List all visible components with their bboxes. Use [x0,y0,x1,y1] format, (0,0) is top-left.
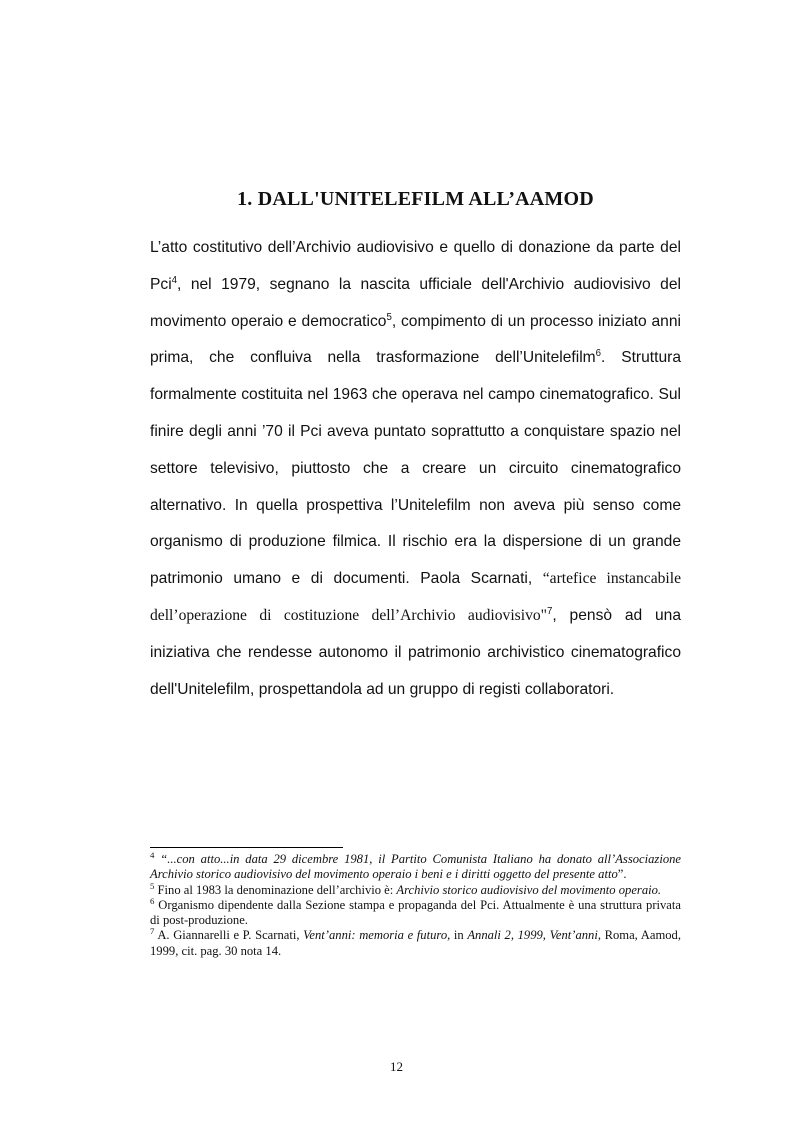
footnote-text: ”. [617,867,627,882]
footnote-number: 4 [150,849,155,860]
quotation: “artefice instancabile dell’operazione di costituzione dell’Archivio audiovisivo" [150,570,681,624]
text-segment: . Struttura formalmente costituita nel 1963 che operava nel campo cinematografico. Sul finire degli anni ’70 il Pci aveva puntato soprattutto a conquistare spazio nel settore televisivo, piuttosto che a creare un circuito cinematografico alternativo. In quella prospettiva l’Unitelefilm non aveva più senso come organismo di produzione filmica. Il rischio era la dispersione di un grande patrimonio umano e di documenti. Paola Scarnati, [150,349,681,588]
footnote-number: 6 [150,895,155,906]
footnote-text: Archivio storico audiovisivo del movimento operaio. [396,882,662,897]
footnote-4 [150,849,681,883]
footnote-7 [150,928,681,959]
footnote-number: 5 [150,880,155,891]
footnote-text: , Roma, Aamod, 1999, cit. pag. 30 nota 14. [150,928,681,958]
footnote-text: in [450,928,468,943]
text-segment: , pensò ad una iniziativa che rendesse autonomo il patrimonio archivistico cinematografico dell'Unitelefilm, prospettandola ad un gruppo di registi collaboratori. [150,606,681,698]
footnotes [150,849,681,959]
footnote-text: Organismo dipendente dalla Sezione stampa e propaganda del Pci. Attualmente è una struttura privata di post-produzione. [150,897,681,928]
footnote-text: Vent’anni: memoria e futuro, [303,928,451,943]
footnote-ref-6: 6 [595,348,602,360]
footnote-text: Annali 2, 1999, Vent’anni [467,928,598,943]
footnote-number: 7 [150,926,155,937]
chapter-heading: 1. DALL'UNITELEFILM ALL’AAMOD [237,188,594,210]
footnote-ref-4: 4 [171,274,178,286]
footnote-ref-7: 7 [547,605,553,617]
text-segment: L’atto costitutivo dell’Archivio audiovisivo e quello di donazione da parte del Pci [150,239,681,293]
footnote-5 [150,880,681,898]
footnote-6 [150,895,681,929]
footnote-separator [150,847,343,848]
text-segment: , compimento di un processo iniziato anni prima, che confluiva nella trasformazione dell’Unitelefilm [150,312,681,367]
body-paragraph [150,230,681,708]
footnote-text: Fino al 1983 la denominazione dell’archivio è: [154,882,397,897]
footnote-text: ...con atto...in data 29 dicembre 1981, il Partito Comunista Italiano ha donato all’Associazione Archivio storico audiovisivo del movimento operaio i beni e i diritti oggetto del presente atto [150,852,681,882]
page-number: 12 [390,1059,403,1074]
footnote-text: “ [154,852,168,866]
text-segment: , nel 1979, segnano la nascita ufficiale dell'Archivio audiovisivo del movimento operaio e democratico [150,275,681,330]
footnote-text: A. Giannarelli e P. Scarnati, [154,928,304,943]
footnote-ref-5: 5 [386,311,392,323]
